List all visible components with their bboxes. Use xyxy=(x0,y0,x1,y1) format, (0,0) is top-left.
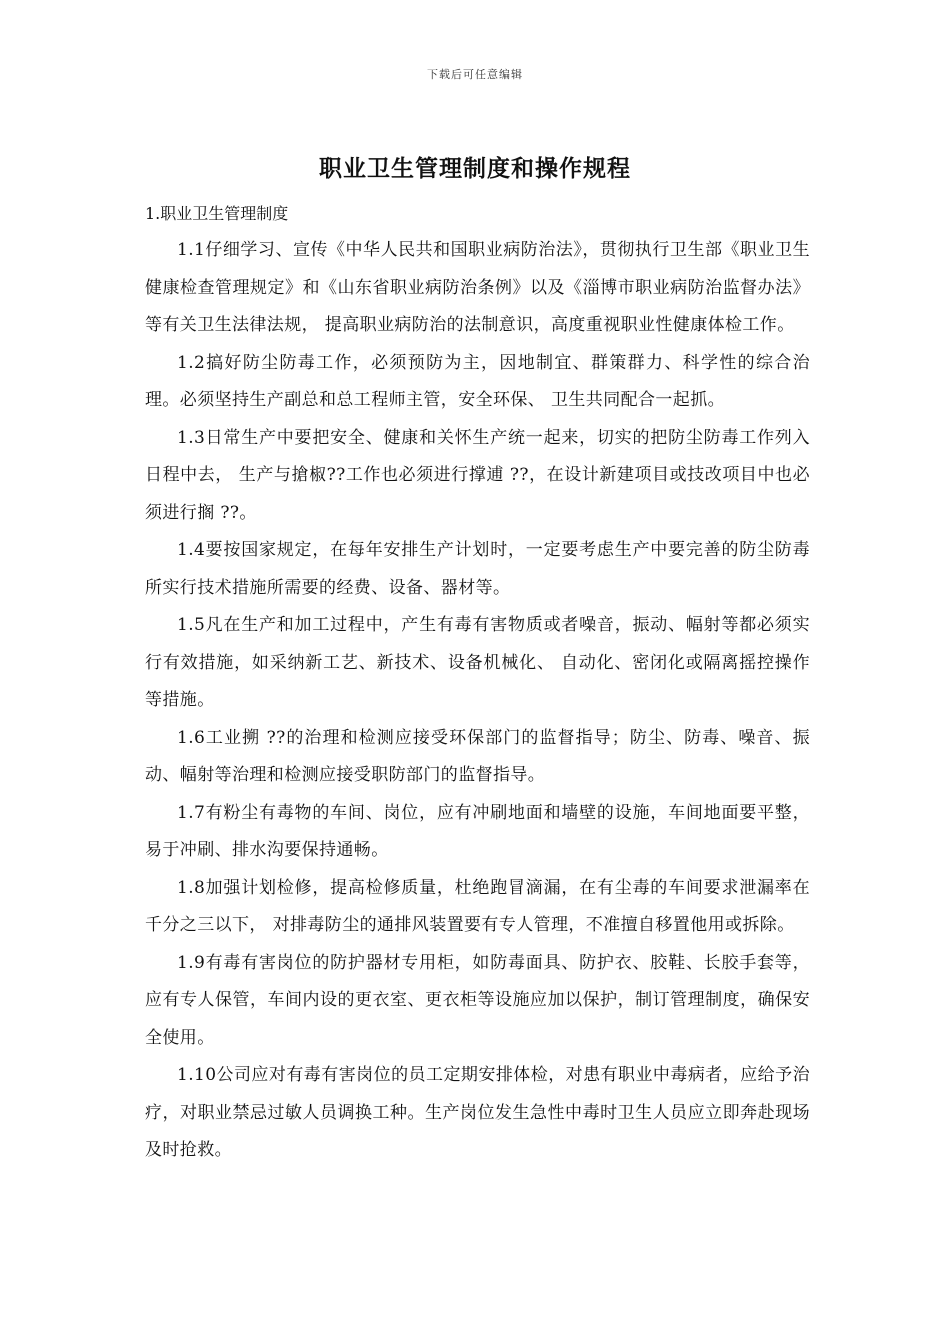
paragraph-1-5: 1.5凡在生产和加工过程中，产生有毒有害物质或者噪音，振动、幅射等都必须实行有效措施，如采纳新工艺、新技术、设备机械化、 自动化、密闭化或隔离摇控操作等措施。 xyxy=(145,615,810,710)
paragraph-1-10: 1.10公司应对有毒有害岗位的员工定期安排体检，对患有职业中毒病者，应给予治疗，对职业禁忌过敏人员调换工种。生产岗位发生急性中毒时卫生人员应立即奔赴现场及时抢救。 xyxy=(145,1065,810,1160)
section-heading: 1.职业卫生管理制度 xyxy=(145,204,289,223)
page-header-note: 下载后可任意编辑 xyxy=(427,68,523,81)
document-title: 职业卫生管理制度和操作规程 xyxy=(319,155,631,182)
paragraph-1-6: 1.6工业搠 ??的治理和检测应接受环保部门的监督指导；防尘、防毒、噪音、振动、幅射等治理和检测应接受职防部门的监督指导。 xyxy=(145,727,810,785)
paragraph-1-2: 1.2搞好防尘防毒工作，必须预防为主，因地制宜、群策群力、科学性的综合治理。必须坚持生产副总和总工程师主管，安全环保、 卫生共同配合一起抓。 xyxy=(145,352,810,410)
document-body xyxy=(145,196,810,1170)
paragraph-1-3: 1.3日常生产中要把安全、健康和关怀生产统一起来，切实的把防尘防毒工作列入日程中去， 生产与搶椒??工作也必须进行撑逋 ??，在设计新建项目或技改项目中也必须进行搁 ??。 xyxy=(145,427,810,523)
paragraph-1-7: 1.7有粉尘有毒物的车间、岗位，应有冲刷地面和墙壁的设施，车间地面要平整，易于冲刷、排水沟要保持通畅。 xyxy=(145,802,810,860)
paragraph-1-4: 1.4要按国家规定，在每年安排生产计划时，一定要考虑生产中要完善的防尘防毒所实行技术措施所需要的经费、设备、器材等。 xyxy=(145,540,810,598)
paragraph-1-9: 1.9有毒有害岗位的防护器材专用柜，如防毒面具、防护衣、胶鞋、长胶手套等，应有专人保管，车间内设的更衣室、更衣柜等设施应加以保护，制订管理制度，确保安全使用。 xyxy=(145,952,810,1048)
paragraph-1-8: 1.8加强计划检修，提高检修质量，杜绝跑冒滴漏，在有尘毒的车间要求泄漏率在千分之三以下， 对排毒防尘的通排风装置要有专人管理，不准擅自移置他用或拆除。 xyxy=(145,877,810,935)
paragraph-1-1: 1.1仔细学习、宣传《中华人民共和国职业病防治法》，贯彻执行卫生部《职业卫生健康检查管理规定》和《山东省职业病防治条例》以及《淄博市职业病防治监督办法》等有关卫生法律法规， 提高职业病防治的法制意识，高度重视职业性健康体检工作。 xyxy=(145,240,810,335)
